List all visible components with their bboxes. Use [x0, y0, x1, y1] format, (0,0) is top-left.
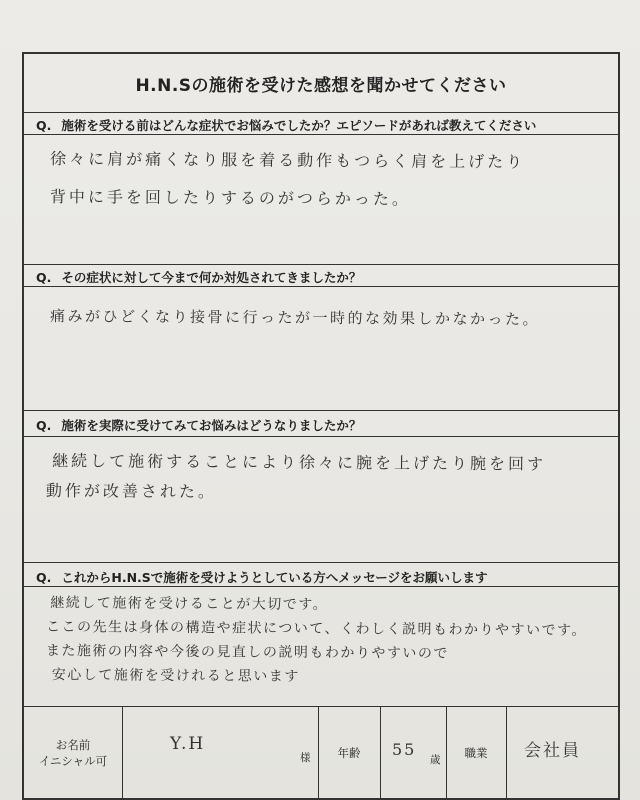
- question-marker: Q.: [36, 270, 52, 285]
- question-text: 施術を実際に受けてみてお悩みはどうなりましたか？: [61, 418, 362, 433]
- form-title: H.N.Sの施術を受けた感想を聞かせてください: [135, 75, 507, 96]
- divider: [24, 264, 618, 265]
- name-value-cell: [122, 706, 318, 800]
- divider: [24, 112, 618, 113]
- age-value: 55: [392, 740, 417, 759]
- job-value: 会社員: [524, 741, 581, 761]
- answer-line: ここの先生は身体の構造や症状について、くわしく説明もわかりやすいです。: [46, 619, 587, 639]
- age-label-cell: [318, 706, 380, 800]
- name-label: お名前: [55, 738, 91, 752]
- age-suffix: 歳: [430, 754, 441, 766]
- question-2: [36, 268, 361, 286]
- name-label-sub: イニシャル可: [38, 754, 108, 768]
- answer-line: 動作が改善された。: [45, 481, 217, 502]
- question-3: [36, 416, 361, 434]
- divider: [24, 436, 618, 437]
- answer-4: [46, 592, 607, 688]
- answer-1: [46, 146, 606, 211]
- job-label-cell: [446, 706, 506, 800]
- age-label: 年齢: [337, 746, 361, 760]
- divider: [24, 562, 618, 563]
- question-marker: Q.: [36, 418, 52, 433]
- answer-line: 安心して施術を受けれると思います: [51, 667, 300, 685]
- answer-line: 徐々に肩が痛くなり服を着る動作もつらく肩を上げたり: [50, 149, 526, 172]
- question-1: [36, 116, 536, 134]
- divider: [24, 586, 618, 587]
- answer-line: 継続して施術することにより徐々に腕を上げたり腕を回す: [52, 451, 547, 474]
- answer-line: 痛みがひどくなり接骨に行ったが一時的な効果しかなかった。: [49, 307, 541, 329]
- question-text: 施術を受ける前はどんな症状でお悩みでしたか？エピソードがあれば教えてください: [61, 118, 537, 133]
- answer-line: 背中に手を回したりするのがつらかった。: [49, 187, 411, 209]
- answer-3: [46, 448, 606, 505]
- respondent-info: [24, 706, 618, 800]
- question-text: その症状に対して今まで何か対処されてきましたか？: [61, 270, 362, 285]
- name-label-cell: [24, 706, 122, 800]
- name-value: Y.H: [170, 734, 206, 754]
- job-label: 職業: [464, 746, 488, 760]
- question-4: [36, 568, 488, 586]
- job-value-cell: [506, 706, 618, 800]
- divider: [24, 134, 618, 135]
- question-text: これからH.N.Sで施術を受けようとしている方へメッセージをお願いします: [61, 570, 488, 585]
- survey-form: [22, 52, 620, 800]
- name-suffix: 様: [300, 752, 311, 764]
- question-marker: Q.: [36, 570, 52, 585]
- answer-line: また施術の内容や今後の見直しの説明もわかりやすいので: [45, 643, 449, 662]
- age-value-cell: [380, 706, 446, 800]
- answer-2: [46, 305, 606, 330]
- divider: [24, 410, 618, 411]
- divider: [24, 286, 618, 287]
- answer-line: 継続して施術を受けることが大切です。: [50, 595, 329, 614]
- question-marker: Q.: [36, 118, 52, 133]
